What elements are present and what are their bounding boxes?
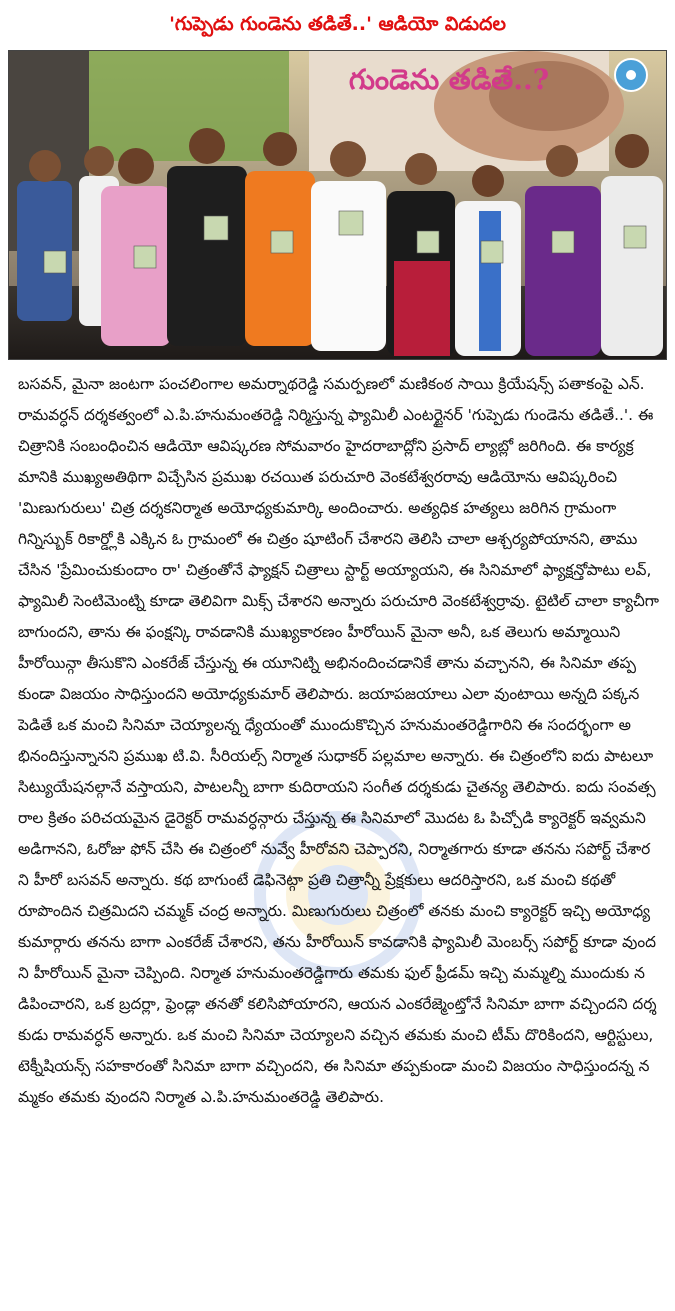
film-reel-logo-icon bbox=[615, 59, 647, 91]
event-photo bbox=[8, 50, 667, 360]
article-paragraph: బసవన్, మైనా జంటగా పంచలింగాల అమర్నాథరెడ్డి సమర్పణలో మణికంఠ సాయి క్రియేషన్స్ పతాకంపై ఎన్.రామవర్ధన్ దర్శకత్వంలో ఎ.పి.హనుమంతరెడ్డి నిర్మిస్తున్న ఫ్యామిలీ ఎంటర్టైనర్ 'గుప్పెడు గుండెను తడితే..'. ఈ చిత్రానికి సంబంధించిన ఆడియో ఆవిష్కరణ సోమవారం హైదరాబాద్లోని ప్రసాద్ ల్యాబ్లో జరిగింది. ఈ కార్యక్రమానికి ముఖ్యఅతిథిగా విచ్చేసిన ప్రముఖ రచయిత పరుచూరి వెంకటేశ్వరరావు ఆడియోను ఆవిష్కరించి 'మిణుగురులు' చిత్ర దర్శకనిర్మాత అయోధ్యకుమార్కి అందించారు. అత్యధిక హత్యలు జరిగిన గ్రామంగా గిన్నిస్బుక్ రికార్డ్లోకి ఎక్కిన ఓ గ్రామంలో ఈ చిత్రం షూటింగ్ చేశారని తెలిసి చాలా ఆశ్చర్యపోయానని, తాము చేసిన 'ప్రేమించుకుందాం రా' చిత్రంతోనే ఫ్యాక్షన్ చిత్రాలు స్టార్ట్ అయ్యాయని, ఈ సినిమాలో ఫ్యాక్షన్తోపాటు లవ్, ఫ్యామిలీ సెంటిమెంట్ని కూడా తెలివిగా మిక్స్ చేశారని అన్నారు పరుచూరి వెంకటేశ్వర్రావు. టైటిల్ చాలా క్యాచీగా బాగుందని, తాను ఈ ఫంక్షన్కి రావడానికి ముఖ్యకారణం హీరోయిన్ మైనా అనీ, ఒక తెలుగు అమ్మాయిని హీరోయిన్గా తీసుకొని ఎంకరేజ్ చేస్తున్న ఈ యూనిట్ని అభినందించడానికే తాను వచ్చానని, ఈ సినిమా తప్పకుండా విజయం సాధిస్తుందని అయోధ్యకుమార్ తెలిపారు. జయాపజయాలు ఎలా వుంటాయి అన్నది పక్కన పెడితే ఒక మంచి సినిమా చెయ్యాలన్న ధ్యేయంతో ముందుకొచ్చిన హనుమంతరెడ్డిగారిని ఈ సందర్భంగా అభినందిస్తున్నానని ప్రముఖ టి.వి. సీరియల్స్ నిర్మాత సుధాకర్ పల్లమాల అన్నారు. ఈ చిత్రంలోని ఐదు పాటలూ సిట్యుయేషనల్గానే వస్తాయని, పాటలన్నీ బాగా కుదిరాయని సంగీత దర్శకుడు చైతన్య తెలిపారు. ఐదు సంవత్సరాల క్రితం పరిచయమైన డైరెక్టర్ రామవర్ధన్గారు చేస్తున్న ఈ సినిమాలో మొదట ఓ పిచ్చోడి క్యారెక్టర్ ఇవ్వమని అడిగానని, ఓరోజు ఫోన్ చేసి ఈ చిత్రంలో నువ్వే హీరోవని చెప్పారని, నిర్మాతగారు కూడా తనను సపోర్ట్ చేశారని హీరో బసవన్ అన్నారు. కథ బాగుంటే డెఫినెట్గా ప్రతి చిత్రాన్నీ ప్రేక్షకులు ఆదరిస్తారని, ఒక మంచి కథతో రూపొందిన చిత్రమిదని చమ్మక్ చంద్ర అన్నారు. మిణుగురులు చిత్రంలో తనకు మంచి క్యారెక్టర్ ఇచ్చి అయోధ్యకుమార్గారు తనను బాగా ఎంకరేజ్ చేశారని, తను హీరోయిన్ కావడానికి ఫ్యామిలీ మెంబర్స్ సపోర్ట్ కూడా వుందని హీరోయిన్ మైనా చెప్పింది. నిర్మాత హనుమంతరెడ్డిగారు తమకు ఫుల్ ఫ్రీడమ్ ఇచ్చి మమ్మల్ని ముందుకు నడిపించారని, ఒక బ్రదర్లా, ఫ్రెండ్లా తనతో కలిసిపోయారని, ఆయన ఎంకరేజ్మెంట్తోనే సినిమా బాగా వచ్చిందని దర్శకుడు రామవర్ధన్ అన్నారు. ఒక మంచి సినిమా చెయ్యాలని వచ్చిన తమకు మంచి టీమ్ దొరికిందని, ఆర్టిస్టులు, టెక్నీషియన్స్ సహకారంతో సినిమా బాగా వచ్చిందని, ఈ సినిమా తప్పకుండా మంచి విజయం సాధిస్తుందన్న నమ్మకం తమకు వుందని నిర్మాత ఎ.పి.హనుమంతరెడ్డి తెలిపారు. bbox=[18, 375, 659, 1106]
people-group bbox=[17, 128, 663, 356]
poster-title: గుండెను తడితే..? bbox=[348, 63, 550, 96]
article-headline: 'గుప్పెడు గుండెను తడితే..' ఆడియో విడుదల bbox=[169, 13, 506, 35]
article-body bbox=[18, 369, 660, 1113]
